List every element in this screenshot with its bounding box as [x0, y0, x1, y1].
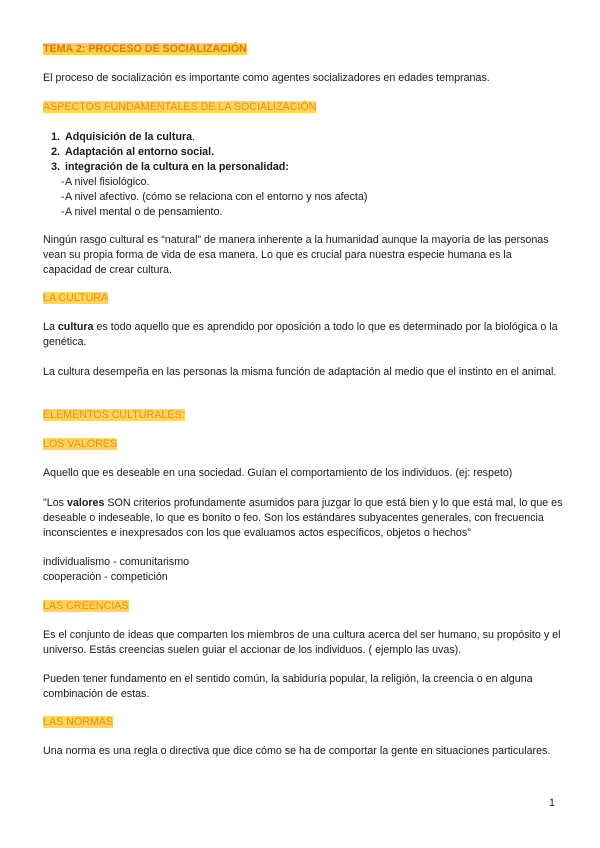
list-item: - A nivel mental o de pensamiento.: [61, 206, 223, 218]
section-heading-creencias: [43, 599, 563, 614]
title-highlight: TEMA 2: PROCESO DE SOCIALIZACIÓN: [43, 43, 247, 55]
list-item: - A nivel afectivo. (cómo se relaciona con el entorno y nos afecta): [61, 191, 368, 203]
value-pair: individualismo - comunitarismo: [43, 556, 190, 568]
list-item: 3. integración de la cultura en la personalidad:: [51, 161, 289, 173]
section-heading-elementos: [43, 408, 563, 423]
section-highlight: LAS CREENCIAS: [43, 600, 129, 612]
section-highlight: LA CULTURA: [43, 292, 109, 304]
paragraph-creencias-1: Es el conjunto de ideas que comparten los miembros de una cultura acerca del ser humano, su propósito y el universo. Estás creencias suelen guiar el accionar de los individuos. ( ejemplo las uvas).: [43, 629, 561, 656]
page-number: 1: [549, 797, 555, 809]
paragraph-cultura-def: La cultura es todo aquello que es aprendido por oposición a todo lo que es determinado por la biológica o la genética.: [43, 321, 558, 348]
section-highlight: LOS VALORES: [43, 438, 118, 450]
section-highlight: ELEMENTOS CULTURALES:: [43, 409, 185, 421]
section-heading-cultura: [43, 291, 563, 306]
value-pair: cooperación - competición: [43, 571, 168, 583]
numbered-list: [43, 130, 289, 175]
section-highlight: ASPECTOS FUNDAMENTALES DE LA SOCIALIZACIÓN: [43, 101, 317, 113]
section-highlight: LAS NORMAS: [43, 716, 114, 728]
section-heading-normas: [43, 715, 563, 730]
paragraph-rasgo: Ningún rasgo cultural es “natural” de manera inherente a la humanidad aunque la mayoría de las personas vean su propia forma de vida de esa manera. Lo que es crucial para nuestra especie humana es la capacidad de crear cultura.: [43, 234, 549, 276]
paragraph-valores-desc: Aquello que es deseable en una sociedad. Guían el comportamiento de los individuos. (ej: respeto): [43, 467, 513, 479]
section-heading-valores: [43, 437, 563, 452]
paragraph-normas-1: Una norma es una regla o directiva que dice cómo se ha de comportar la gente en situaciones particulares.: [43, 745, 551, 757]
paragraph-adaptacion: La cultura desempeña en las personas la misma función de adaptación al medio que el instinto en el animal.: [43, 366, 557, 378]
dash-list: [43, 175, 367, 220]
paragraph-valores-quote: "Los valores SON criterios profundamente asumidos para juzgar lo que está bien y lo que está mal, lo que es deseable o indeseable, lo que es bonito o feo. Son los estándares subyacentes generales, con frecuencia inconscientes e inexpresados con los que evaluamos actos específicos, objetos o hechos”: [43, 497, 563, 539]
paragraph-creencias-2: Pueden tener fundamento en el sentido común, la sabiduría popular, la religión, la creencia o en alguna combinación de estas.: [43, 673, 533, 700]
list-item: 2. Adaptación al entorno social.: [51, 146, 215, 158]
page-title: [43, 42, 563, 57]
list-item: - A nivel fisiológico.: [61, 176, 150, 188]
intro-paragraph: El proceso de socialización es importante como agentes socializadores en edades tempranas.: [43, 72, 490, 84]
section-heading-aspectos: [43, 100, 563, 115]
list-item: 1. Adquisición de la cultura.: [51, 131, 196, 143]
